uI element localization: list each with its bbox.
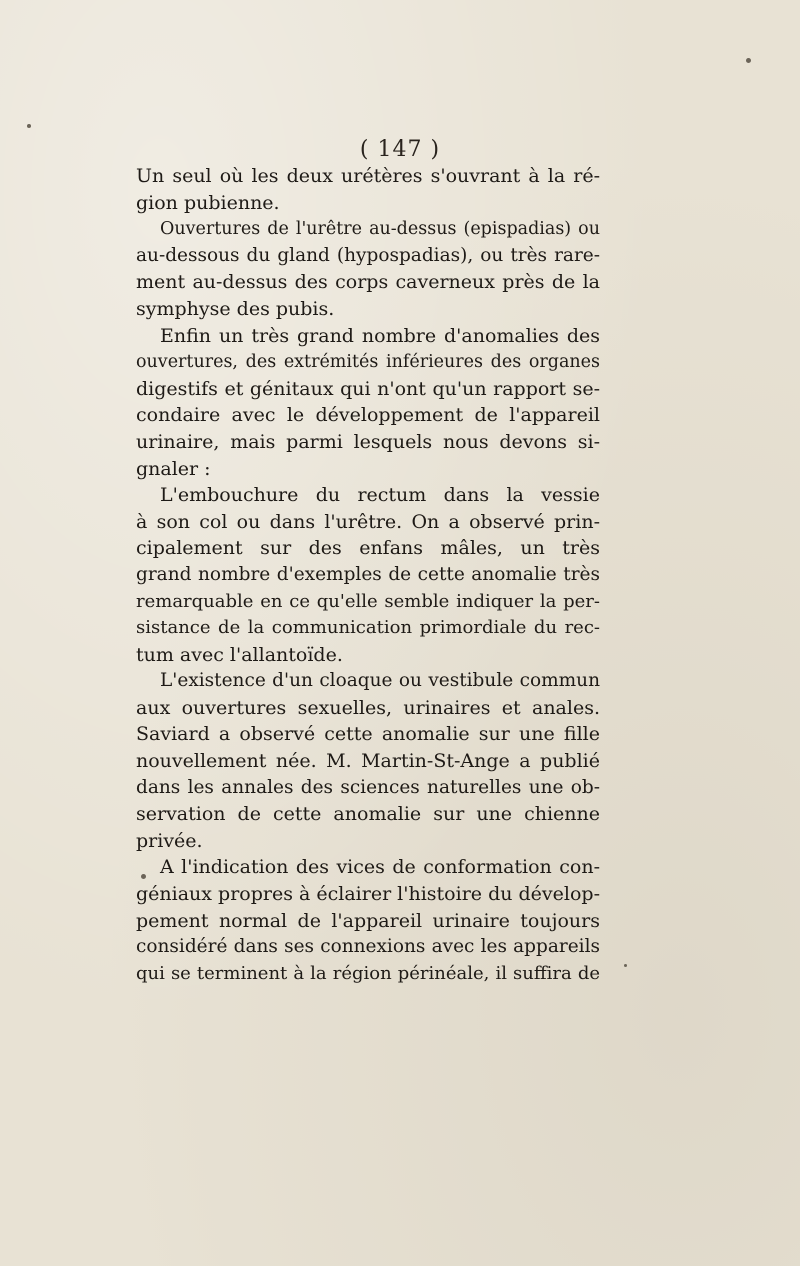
text-line: pement normal de l'appareil urinaire toujours	[136, 909, 600, 932]
text-line: digestifs et génitaux qui n'ont qu'un rapport se-	[136, 377, 600, 400]
text-line: qui se terminent à la région périnéale, il suffira de	[136, 962, 600, 984]
paper-speck	[27, 124, 31, 128]
text-line: A l'indication des vices de conformation con-	[160, 856, 600, 879]
text-line: Enfin un très grand nombre d'anomalies des	[160, 324, 600, 347]
text-line: dans les annales des sciences naturelles une ob-	[136, 776, 600, 798]
text-line: géniaux propres à éclairer l'histoire du dévelop-	[136, 883, 600, 906]
text-line: cipalement sur des enfans mâles, un très	[136, 537, 600, 560]
text-line: nouvellement née. M. Martin-St-Ange a publié	[136, 750, 600, 773]
text-line: à son col ou dans l'urêtre. On a observé prin-	[136, 510, 600, 533]
text-line: ouvertures, des extrémités inférieures des organes	[136, 352, 600, 373]
text-line: ment au-dessus des corps caverneux près de la	[136, 271, 600, 294]
text-line: Ouvertures de l'urêtre au-dessus (epispadias) ou	[160, 219, 600, 240]
text-line: Saviard a observé cette anomalie sur une fille	[136, 723, 600, 746]
text-line: gnaler :	[136, 457, 211, 480]
text-line: tum avec l'allantoïde.	[136, 643, 343, 666]
text-line: urinaire, mais parmi lesquels nous devons si-	[136, 430, 600, 453]
text-line: L'embouchure du rectum dans la vessie	[160, 484, 600, 507]
text-line: sistance de la communication primordiale du rec-	[136, 617, 600, 639]
paper-speck	[141, 874, 146, 879]
paper-speck	[624, 964, 627, 967]
text-line: privée.	[136, 829, 203, 852]
text-line: grand nombre d'exemples de cette anomalie très	[136, 563, 600, 585]
text-line: au-dessous du gland (hypospadias), ou très rare-	[136, 244, 600, 266]
text-line: servation de cette anomalie sur une chienne	[136, 803, 600, 826]
text-line: L'existence d'un cloaque ou vestibule commun	[160, 670, 600, 692]
body-text	[136, 163, 600, 987]
text-line: Un seul où les deux urétères s'ouvrant à la ré-	[136, 165, 600, 187]
text-line: symphyse des pubis.	[136, 297, 335, 320]
text-line: considéré dans ses connexions avec les appareils	[136, 936, 600, 958]
page-number: ( 147 )	[359, 137, 441, 162]
text-line: condaire avec le développement de l'appareil	[136, 404, 600, 427]
text-line: aux ouvertures sexuelles, urinaires et anales.	[136, 696, 600, 719]
paper-speck	[746, 58, 751, 63]
text-line: remarquable en ce qu'elle semble indiquer la per-	[136, 590, 600, 612]
text-line: gion pubienne.	[136, 191, 280, 214]
